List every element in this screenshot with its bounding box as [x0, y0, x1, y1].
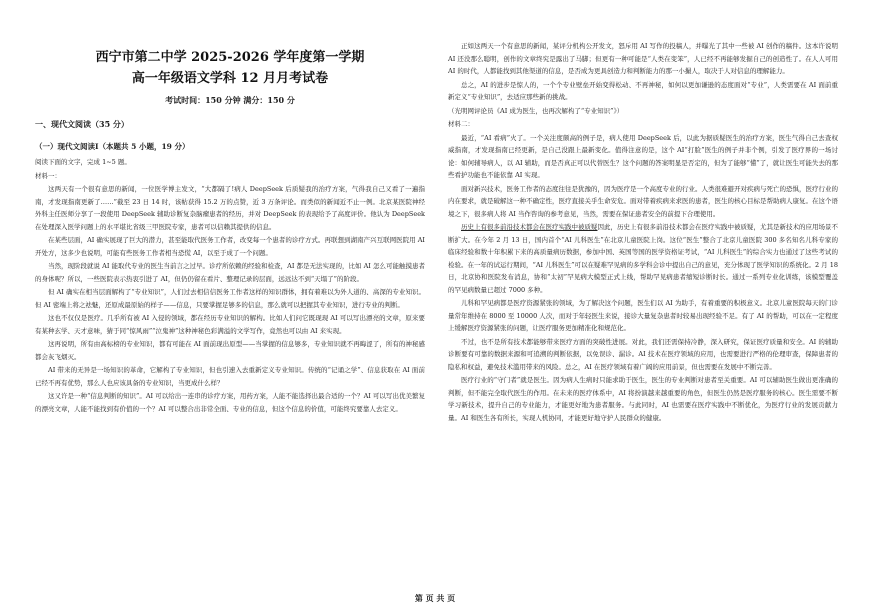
exam-title-line2: 高一年级语文学科 12 月月考试卷 [131, 71, 329, 86]
paragraph: 这又许是一种“信息判断的知识”。AI 可以给出一连串的诊疗方案，用药方案，人能不能选择出最合适的一个？AI 可以写出优美繁复的漂亮文章，人能不能找到有价值的一个？AI 可以整合出非常全面、专业的信息，但这个信息的价值，可能终究要靠人去定义。 [35, 392, 425, 413]
paragraph-rest: 因此，历史上有很多前沿技术都会在医疗实践中被质疑，尤其是新技术的应用场景不断扩大。在今年 2 月 13 日，国内首个“AI 儿科医生”在北京儿童医院上岗。这位“医生”整合了北京儿童医院 300 多名知名儿科专家的临床经验和数十年积累下来的高质量病历数据，参加中国、英国等国的医学资格证考试，“AI 儿科医生”的综合实力也通过了这些考试的检验。在一年的试运行期间，“AI 儿科医生”可以在疑难罕见病的多学科会诊中提出自己的意见，充分体现了医学知识的系统化。2 月 18 日，北京协和医院发布消息，协和“太初”罕见病大模型正式上线，帮助罕见病患者缩短诊断时长。通过一系列专业化训练，该模型覆盖的罕见病数量已超过 7000 多种。 [448, 223, 839, 294]
paragraph: 这再说明，所有由高标榜的专业知识，都有可能在 AI 面前现出原型——当掌握的信息够多，专业知识就不再晦涩了，所有的神秘感都会灰飞烟灭。 [35, 340, 425, 361]
paragraph: 但 AI 确实在相当层面解构了“专业知识”，人们过去相信信医务工作者这样的知识群体，拥有着难以为外人道的、高深的专业知识。但 AI 密端上将之祛魅，还原成最原始的样子——信息，只要掌握足够多的信息，那么就可以把握其专业知识，进行专业的判断。 [35, 288, 425, 309]
paragraph: 儿科和罕见病都是医疗资源紧张的领域，为了解决这个问题，医生们以 AI 为助手，有着重要的积极意义。北京儿童医院每天的门诊量常年维持在 8000 至 10000 人次，而对于年轻医生来说，接诊大量复杂患者时较易出现经验不足。有了 AI 的帮助，可以在一定程度上缓解医疗资源紧张的问题，让医疗服务更加精准化和规范化。 [448, 299, 838, 332]
paragraph: 医疗行业的“守门者”就是医生。因为病人生病时只能求助于医生，医生的专业判断对患者至关重要。AI 可以辅助医生做出更准确的判断，但不能完全取代医生的作用。在未来的医疗体系中，AI 将扮演越来越重要的角色，但医生仍然是医疗服务的核心。医生需要不断学习新技术，提升自己的专业能力，才能更好地为患者服务。与此同时，AI 也需要在医疗实践中不断优化，为医疗行业的发展贡献力量。AI 和医生各有所长，实现人机协同，才能更好地守护人民群众的健康。 [448, 376, 838, 422]
paragraph: 面对新兴技术，医务工作者的态度往往是犹豫的，因为医疗是一个高度专业的行业。人类很难避开对疾病与死亡的恐惧，医疗行业的内在要求，就是破解这一种不确定性，医疗直接关乎生命安危。面对带着疾病来求医的患者，医生的核心目标是帮助病人康复。在这个语境之下，很多病人将 AI 当作咨询的参考意见，当然，需要在保证患者安全的前提下合理使用。 [448, 184, 838, 218]
paragraph: 这也不仅仅是医疗。几乎所有被 AI 入侵的领域，都在经历专业知识的解构。比如人们问它既现现 AI 可以写出漂亮的文章，原来要有某种玄学、天才意味，猜于同“惊风雨”“泣鬼神”这种神秘色彩满溢的文学写作，竟然也可以由 AI 来实现。 [35, 314, 425, 335]
paragraph: 不过，也不是所有技术都能够带来医疗方面的突破性进展。对此，我们还需保持冷静，深入研究，保证医疗质量和安全。AI 的辅助诊断要有可靠的数据来源和可追溯的判断依据，以免误诊、漏诊。AI 技术在医疗领域的应用，也需要进行严格的伦理审查，保障患者的隐私和权益，避免技术滥用带来的风险。总之，AI 在医疗领域有着广阔的应用前景，但也需要在发展中不断完善。 [448, 337, 838, 371]
paragraph: 总之，AI 的进步是惊人的，一个个专业壁垒开始变得松动、不再神秘，如何以更加谦逊的态度面对“专业”，人类需要在 AI 面前重新定义“专业知识”，去适应那些新的挑战。 [448, 80, 838, 101]
source-citation: （光明网评论员《AI 成为医生，也再次解构了“专业知识”》） [448, 106, 624, 115]
page-footer: 第 页 共 页 [414, 593, 456, 603]
paragraph: 在某些层面，AI 确实展现了巨大的潜力，甚至能取代医务工作者，改变每一个患者的诊疗方式。再联想到湖南产兴互联网医院用 AI 开处方，这多少也说明，可能有些医务工作者相当恐慌 AI，以至于成了一个问题。 [35, 236, 425, 257]
right-column [448, 40, 838, 425]
exam-meta: 考试时间：150 分钟 满分：150 分 [165, 95, 295, 105]
subsection-heading: （一）现代文阅读Ⅰ（本题共 5 小题，19 分） [35, 142, 190, 151]
instruction-text: 阅读下面的文字，完成 1~5 题。 [35, 158, 131, 166]
material-label: 材料一： [35, 171, 61, 180]
left-column [35, 40, 425, 416]
paragraph: 正如这两天一个有意思的新闻，某评分机构公开发文，怒斥用 AI 写作的投稿人，并曝光了其中一些被 AI 创作的稿件。这本许说明 AI 还没那么聪明，创作的文章终究是露出了马脚；但更有一种可能是“人类在变笨”，人已经不再能够发掘自己的创造性了。在人人可用 AI 的时代，人都能找到其他渠道的信息，是否成为更具创造力和判断能力的那一小撮人，取决于人对信息的理解能力。 [448, 42, 838, 75]
paragraph: 最近，“AI 看病”火了。一个关注度颇高的例子是，病人使用 DeepSeek 后，以此为据质疑医生的治疗方案，医生气得自己去查权威指南，才发现指南已经更新，是自己没跟上最新变化。值得注意的是，这个 AI“打脸”医生的例子并非个例，引发了医疗界的一场讨论：如何辅导病人，以 AI 辅助，而是否真正可以代替医生？这个问题的答案明显是否定的，但为了能够“懂”了，就让医生可能失去的那些看护功能也不能依靠 AI 实现。 [448, 133, 838, 179]
exam-title-line1: 西宁市第二中学 2025-2026 学年度第一学期 [95, 50, 365, 65]
material-label: 材料二： [448, 120, 474, 128]
underlined-sentence: 历史上有很多前沿技术都会在医疗实践中被质疑 [461, 223, 598, 231]
section-heading: 一、现代文阅读（35 分） [35, 119, 129, 129]
paragraph: AI 带来的无异是一场知识的革命，它解构了专业知识，但也引速入去重新定义专业知识。传统的“记诵之学”、信息获取在 AI 面前已经不再有优势，那么人也应该具备的专业知识，当更成什么样？ [35, 366, 425, 387]
paragraph: 这两天有一个很有意思的新闻，一位医学博主发文，“大都隔了!病人 DeepSeek 后质疑我的治疗方案，气得我自己又看了一遍指南，才发现指南更新了……”截至 23 日 14 时，该帖获得 15.2 万的点赞，近 3 万条评论。而类似的新闻近不止一例。北京某医院神经外科主任医师分享了一段使用 DeepSeek 辅助诊断复杂脑瘤患者的经历，并对 DeepSeek 的表现给予了高度评价。他认为 DeepSeek 在处理深入医学问题上的水平堪比省级三甲医院专家，患者可以信赖其提供的信息。 [35, 185, 425, 231]
paragraph: 当然，现阶段就说 AI 能取代专业的医生当前言之过早。诊疗所依赖的经验和检查，AI 都是无法实现的，比如 AI 怎么可能触摸患者的身体呢？所以，一些医院表示热衷引进了 AI，但仍仍留在看片、整理记录的层面，远远达不到“天塌了”的阶段。 [35, 262, 425, 283]
paragraph-with-underline [448, 221, 838, 296]
